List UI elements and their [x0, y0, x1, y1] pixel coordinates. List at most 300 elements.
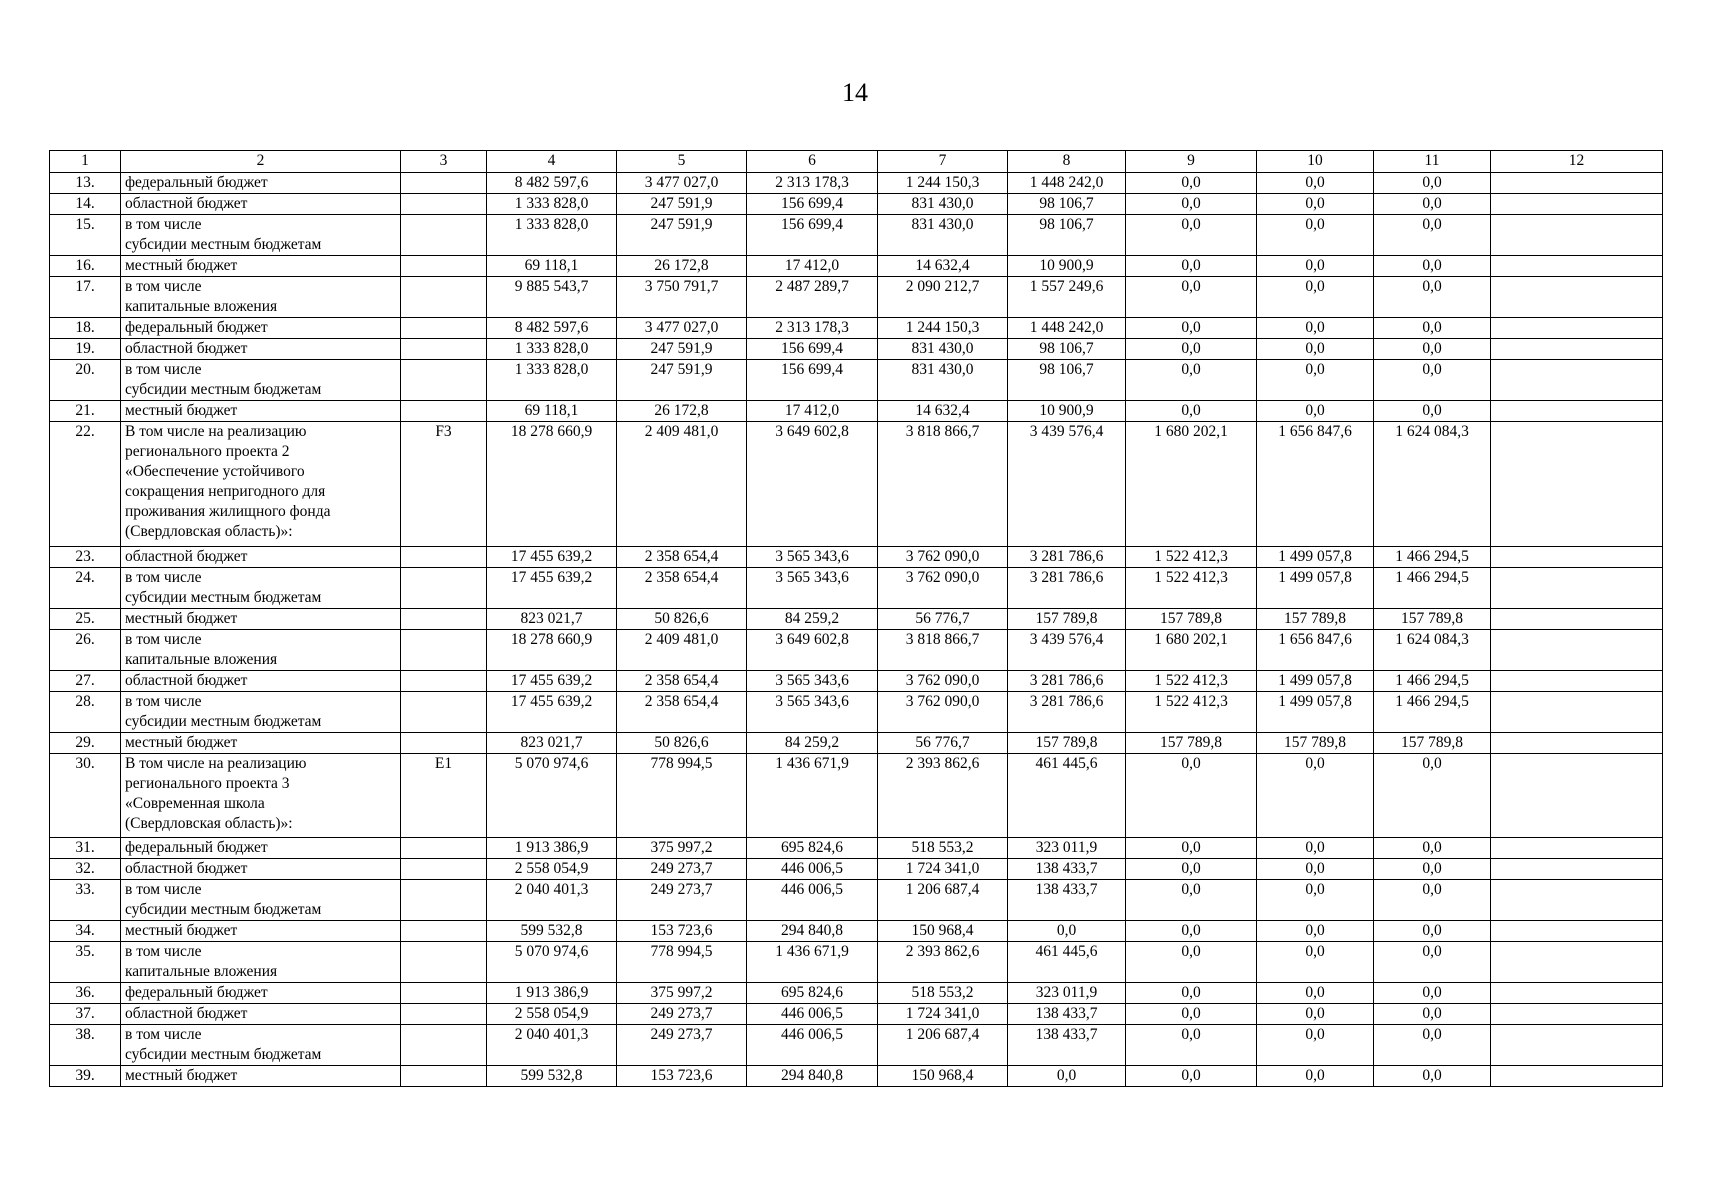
row-number-cell: 28.	[50, 692, 121, 733]
value-cell: 8 482 597,6	[487, 318, 617, 339]
row-number-cell: 20.	[50, 360, 121, 401]
empty-cell	[1491, 1004, 1663, 1025]
row-number-cell: 34.	[50, 921, 121, 942]
row-name-cell: областной бюджет	[121, 339, 401, 360]
value-cell: 3 762 090,0	[878, 671, 1008, 692]
value-cell: 3 762 090,0	[878, 547, 1008, 568]
table-row	[50, 880, 1663, 921]
value-cell: 10 900,9	[1008, 256, 1126, 277]
row-code-cell	[401, 339, 487, 360]
column-header: 6	[747, 151, 878, 173]
value-cell: 1 448 242,0	[1008, 173, 1126, 194]
value-cell: 3 439 576,4	[1008, 422, 1126, 547]
value-cell: 1 522 412,3	[1126, 568, 1257, 609]
row-code-cell	[401, 1025, 487, 1066]
value-cell: 10 900,9	[1008, 401, 1126, 422]
value-cell: 831 430,0	[878, 360, 1008, 401]
value-cell: 249 273,7	[617, 1025, 747, 1066]
row-number-cell: 21.	[50, 401, 121, 422]
value-cell: 1 499 057,8	[1257, 671, 1374, 692]
value-cell: 0,0	[1257, 1066, 1374, 1087]
row-number-cell: 23.	[50, 547, 121, 568]
value-cell: 247 591,9	[617, 194, 747, 215]
row-number-cell: 24.	[50, 568, 121, 609]
empty-cell	[1491, 194, 1663, 215]
row-number-cell: 38.	[50, 1025, 121, 1066]
value-cell: 138 433,7	[1008, 859, 1126, 880]
value-cell: 157 789,8	[1374, 609, 1491, 630]
empty-cell	[1491, 921, 1663, 942]
value-cell: 1 448 242,0	[1008, 318, 1126, 339]
value-cell: 157 789,8	[1374, 733, 1491, 754]
table-row	[50, 754, 1663, 838]
value-cell: 778 994,5	[617, 942, 747, 983]
table-row	[50, 318, 1663, 339]
column-header: 12	[1491, 151, 1663, 173]
header-row	[50, 151, 1663, 173]
value-cell: 0,0	[1257, 859, 1374, 880]
row-code-cell	[401, 1004, 487, 1025]
page-number: 14	[842, 78, 868, 107]
value-cell: 8 482 597,6	[487, 173, 617, 194]
value-cell: 1 466 294,5	[1374, 692, 1491, 733]
value-cell: 599 532,8	[487, 1066, 617, 1087]
value-cell: 18 278 660,9	[487, 422, 617, 547]
row-code-cell	[401, 733, 487, 754]
column-header: 10	[1257, 151, 1374, 173]
table-row	[50, 671, 1663, 692]
value-cell: 0,0	[1126, 754, 1257, 838]
value-cell: 1 724 341,0	[878, 1004, 1008, 1025]
value-cell: 157 789,8	[1008, 609, 1126, 630]
table-row	[50, 1066, 1663, 1087]
row-code-cell	[401, 318, 487, 339]
value-cell: 0,0	[1374, 1004, 1491, 1025]
value-cell: 3 477 027,0	[617, 318, 747, 339]
table-row	[50, 422, 1663, 547]
value-cell: 17 455 639,2	[487, 692, 617, 733]
value-cell: 0,0	[1008, 1066, 1126, 1087]
value-cell: 323 011,9	[1008, 983, 1126, 1004]
value-cell: 3 649 602,8	[747, 630, 878, 671]
value-cell: 69 118,1	[487, 401, 617, 422]
table-row	[50, 215, 1663, 256]
row-code-cell	[401, 256, 487, 277]
value-cell: 0,0	[1126, 318, 1257, 339]
column-header: 8	[1008, 151, 1126, 173]
value-cell: 2 409 481,0	[617, 422, 747, 547]
value-cell: 1 522 412,3	[1126, 671, 1257, 692]
row-code-cell	[401, 609, 487, 630]
value-cell: 0,0	[1126, 921, 1257, 942]
value-cell: 138 433,7	[1008, 1025, 1126, 1066]
value-cell: 26 172,8	[617, 256, 747, 277]
row-name-cell: в том числе субсидии местным бюджетам	[121, 360, 401, 401]
value-cell: 3 565 343,6	[747, 547, 878, 568]
value-cell: 2 040 401,3	[487, 880, 617, 921]
value-cell: 599 532,8	[487, 921, 617, 942]
value-cell: 294 840,8	[747, 921, 878, 942]
value-cell: 0,0	[1126, 880, 1257, 921]
row-name-cell: в том числе субсидии местным бюджетам	[121, 692, 401, 733]
value-cell: 3 281 786,6	[1008, 547, 1126, 568]
row-name-cell: областной бюджет	[121, 859, 401, 880]
value-cell: 17 455 639,2	[487, 547, 617, 568]
value-cell: 375 997,2	[617, 983, 747, 1004]
value-cell: 18 278 660,9	[487, 630, 617, 671]
row-code-cell	[401, 630, 487, 671]
value-cell: 1 624 084,3	[1374, 422, 1491, 547]
value-cell: 1 656 847,6	[1257, 630, 1374, 671]
table-row	[50, 1004, 1663, 1025]
row-name-cell: В том числе на реализацию регионального проекта 2 «Обеспечение устойчивого сокращения непригодного для проживания жилищного фонда (Свердловская область)»:	[121, 422, 401, 547]
value-cell: 2 487 289,7	[747, 277, 878, 318]
value-cell: 0,0	[1126, 401, 1257, 422]
value-cell: 5 070 974,6	[487, 942, 617, 983]
row-name-cell: областной бюджет	[121, 194, 401, 215]
value-cell: 150 968,4	[878, 1066, 1008, 1087]
value-cell: 1 499 057,8	[1257, 547, 1374, 568]
value-cell: 1 333 828,0	[487, 194, 617, 215]
value-cell: 0,0	[1126, 1025, 1257, 1066]
value-cell: 446 006,5	[747, 859, 878, 880]
value-cell: 0,0	[1126, 859, 1257, 880]
value-cell: 0,0	[1257, 360, 1374, 401]
value-cell: 3 818 866,7	[878, 422, 1008, 547]
value-cell: 50 826,6	[617, 733, 747, 754]
value-cell: 3 762 090,0	[878, 692, 1008, 733]
value-cell: 0,0	[1126, 1066, 1257, 1087]
value-cell: 518 553,2	[878, 838, 1008, 859]
row-number-cell: 37.	[50, 1004, 121, 1025]
value-cell: 0,0	[1374, 215, 1491, 256]
value-cell: 1 913 386,9	[487, 838, 617, 859]
row-code-cell	[401, 173, 487, 194]
value-cell: 0,0	[1126, 1004, 1257, 1025]
row-number-cell: 32.	[50, 859, 121, 880]
table-row	[50, 277, 1663, 318]
value-cell: 0,0	[1126, 215, 1257, 256]
table-row	[50, 733, 1663, 754]
value-cell: 1 436 671,9	[747, 942, 878, 983]
empty-cell	[1491, 630, 1663, 671]
value-cell: 3 477 027,0	[617, 173, 747, 194]
value-cell: 69 118,1	[487, 256, 617, 277]
row-name-cell: областной бюджет	[121, 1004, 401, 1025]
row-number-cell: 22.	[50, 422, 121, 547]
value-cell: 1 333 828,0	[487, 360, 617, 401]
value-cell: 150 968,4	[878, 921, 1008, 942]
value-cell: 695 824,6	[747, 983, 878, 1004]
row-name-cell: местный бюджет	[121, 921, 401, 942]
column-header: 11	[1374, 151, 1491, 173]
empty-cell	[1491, 1066, 1663, 1087]
value-cell: 1 656 847,6	[1257, 422, 1374, 547]
row-name-cell: в том числе капитальные вложения	[121, 277, 401, 318]
value-cell: 3 818 866,7	[878, 630, 1008, 671]
empty-cell	[1491, 754, 1663, 838]
value-cell: 249 273,7	[617, 859, 747, 880]
value-cell: 778 994,5	[617, 754, 747, 838]
value-cell: 0,0	[1257, 173, 1374, 194]
empty-cell	[1491, 983, 1663, 1004]
value-cell: 2 358 654,4	[617, 547, 747, 568]
value-cell: 84 259,2	[747, 609, 878, 630]
value-cell: 0,0	[1374, 194, 1491, 215]
empty-cell	[1491, 547, 1663, 568]
table-row	[50, 983, 1663, 1004]
value-cell: 1 557 249,6	[1008, 277, 1126, 318]
empty-cell	[1491, 880, 1663, 921]
row-number-cell: 17.	[50, 277, 121, 318]
table-row	[50, 859, 1663, 880]
value-cell: 0,0	[1126, 838, 1257, 859]
table-row	[50, 401, 1663, 422]
value-cell: 0,0	[1374, 277, 1491, 318]
value-cell: 1 522 412,3	[1126, 547, 1257, 568]
value-cell: 2 558 054,9	[487, 1004, 617, 1025]
value-cell: 98 106,7	[1008, 194, 1126, 215]
row-code-cell: E1	[401, 754, 487, 838]
column-header: 2	[121, 151, 401, 173]
value-cell: 0,0	[1126, 256, 1257, 277]
column-header: 7	[878, 151, 1008, 173]
table-row	[50, 630, 1663, 671]
value-cell: 0,0	[1257, 401, 1374, 422]
row-number-cell: 13.	[50, 173, 121, 194]
row-number-cell: 15.	[50, 215, 121, 256]
value-cell: 2 409 481,0	[617, 630, 747, 671]
row-name-cell: федеральный бюджет	[121, 173, 401, 194]
row-code-cell	[401, 880, 487, 921]
value-cell: 153 723,6	[617, 1066, 747, 1087]
value-cell: 0,0	[1374, 983, 1491, 1004]
empty-cell	[1491, 859, 1663, 880]
value-cell: 14 632,4	[878, 256, 1008, 277]
value-cell: 1 206 687,4	[878, 1025, 1008, 1066]
row-code-cell	[401, 547, 487, 568]
value-cell: 157 789,8	[1126, 733, 1257, 754]
value-cell: 0,0	[1257, 277, 1374, 318]
row-code-cell	[401, 671, 487, 692]
value-cell: 446 006,5	[747, 880, 878, 921]
value-cell: 823 021,7	[487, 733, 617, 754]
row-name-cell: местный бюджет	[121, 1066, 401, 1087]
budget-table	[49, 150, 1663, 1087]
row-code-cell	[401, 838, 487, 859]
value-cell: 1 333 828,0	[487, 215, 617, 256]
value-cell: 17 455 639,2	[487, 671, 617, 692]
empty-cell	[1491, 838, 1663, 859]
value-cell: 1 624 084,3	[1374, 630, 1491, 671]
table-row	[50, 360, 1663, 401]
value-cell: 249 273,7	[617, 880, 747, 921]
value-cell: 0,0	[1374, 339, 1491, 360]
row-number-cell: 36.	[50, 983, 121, 1004]
value-cell: 249 273,7	[617, 1004, 747, 1025]
value-cell: 1 499 057,8	[1257, 692, 1374, 733]
value-cell: 0,0	[1126, 942, 1257, 983]
value-cell: 518 553,2	[878, 983, 1008, 1004]
value-cell: 0,0	[1257, 983, 1374, 1004]
row-code-cell	[401, 1066, 487, 1087]
value-cell: 2 313 178,3	[747, 318, 878, 339]
row-code-cell	[401, 568, 487, 609]
value-cell: 156 699,4	[747, 215, 878, 256]
row-name-cell: федеральный бюджет	[121, 838, 401, 859]
row-number-cell: 19.	[50, 339, 121, 360]
value-cell: 2 393 862,6	[878, 942, 1008, 983]
value-cell: 1 913 386,9	[487, 983, 617, 1004]
row-code-cell	[401, 859, 487, 880]
value-cell: 0,0	[1257, 194, 1374, 215]
row-number-cell: 18.	[50, 318, 121, 339]
table-row	[50, 339, 1663, 360]
value-cell: 0,0	[1257, 921, 1374, 942]
value-cell: 831 430,0	[878, 194, 1008, 215]
value-cell: 0,0	[1374, 859, 1491, 880]
value-cell: 156 699,4	[747, 339, 878, 360]
value-cell: 446 006,5	[747, 1004, 878, 1025]
value-cell: 2 090 212,7	[878, 277, 1008, 318]
value-cell: 446 006,5	[747, 1025, 878, 1066]
row-name-cell: местный бюджет	[121, 401, 401, 422]
column-header: 3	[401, 151, 487, 173]
empty-cell	[1491, 422, 1663, 547]
value-cell: 2 358 654,4	[617, 671, 747, 692]
row-number-cell: 33.	[50, 880, 121, 921]
value-cell: 0,0	[1257, 1004, 1374, 1025]
value-cell: 156 699,4	[747, 360, 878, 401]
row-code-cell	[401, 942, 487, 983]
value-cell: 157 789,8	[1257, 609, 1374, 630]
row-code-cell	[401, 215, 487, 256]
value-cell: 157 789,8	[1008, 733, 1126, 754]
column-header: 1	[50, 151, 121, 173]
value-cell: 98 106,7	[1008, 360, 1126, 401]
value-cell: 138 433,7	[1008, 880, 1126, 921]
table-row	[50, 256, 1663, 277]
value-cell: 3 281 786,6	[1008, 568, 1126, 609]
value-cell: 0,0	[1257, 1025, 1374, 1066]
row-number-cell: 29.	[50, 733, 121, 754]
value-cell: 0,0	[1257, 256, 1374, 277]
table-body	[50, 173, 1663, 1087]
value-cell: 0,0	[1374, 360, 1491, 401]
column-header: 5	[617, 151, 747, 173]
value-cell: 17 455 639,2	[487, 568, 617, 609]
value-cell: 14 632,4	[878, 401, 1008, 422]
row-name-cell: областной бюджет	[121, 671, 401, 692]
value-cell: 153 723,6	[617, 921, 747, 942]
value-cell: 3 281 786,6	[1008, 671, 1126, 692]
value-cell: 0,0	[1374, 1025, 1491, 1066]
row-code-cell	[401, 360, 487, 401]
row-number-cell: 39.	[50, 1066, 121, 1087]
value-cell: 2 393 862,6	[878, 754, 1008, 838]
value-cell: 0,0	[1374, 318, 1491, 339]
row-number-cell: 26.	[50, 630, 121, 671]
row-name-cell: областной бюджет	[121, 547, 401, 568]
value-cell: 0,0	[1257, 880, 1374, 921]
row-name-cell: в том числе капитальные вложения	[121, 942, 401, 983]
row-code-cell	[401, 401, 487, 422]
value-cell: 0,0	[1126, 983, 1257, 1004]
value-cell: 1 466 294,5	[1374, 671, 1491, 692]
value-cell: 0,0	[1374, 1066, 1491, 1087]
row-number-cell: 16.	[50, 256, 121, 277]
value-cell: 0,0	[1374, 173, 1491, 194]
value-cell: 2 040 401,3	[487, 1025, 617, 1066]
empty-cell	[1491, 692, 1663, 733]
value-cell: 157 789,8	[1126, 609, 1257, 630]
table-row	[50, 609, 1663, 630]
table-header	[50, 151, 1663, 173]
row-name-cell: В том числе на реализацию регионального проекта 3 «Современная школа (Свердловская область)»:	[121, 754, 401, 838]
value-cell: 0,0	[1126, 173, 1257, 194]
row-code-cell	[401, 692, 487, 733]
value-cell: 2 358 654,4	[617, 568, 747, 609]
value-cell: 461 445,6	[1008, 942, 1126, 983]
value-cell: 0,0	[1257, 318, 1374, 339]
row-code-cell: F3	[401, 422, 487, 547]
column-header: 4	[487, 151, 617, 173]
value-cell: 0,0	[1126, 277, 1257, 318]
table-row	[50, 838, 1663, 859]
empty-cell	[1491, 609, 1663, 630]
value-cell: 0,0	[1257, 838, 1374, 859]
value-cell: 831 430,0	[878, 215, 1008, 256]
row-code-cell	[401, 277, 487, 318]
row-number-cell: 30.	[50, 754, 121, 838]
empty-cell	[1491, 568, 1663, 609]
empty-cell	[1491, 215, 1663, 256]
value-cell: 138 433,7	[1008, 1004, 1126, 1025]
row-number-cell: 14.	[50, 194, 121, 215]
empty-cell	[1491, 173, 1663, 194]
empty-cell	[1491, 318, 1663, 339]
value-cell: 823 021,7	[487, 609, 617, 630]
value-cell: 0,0	[1126, 339, 1257, 360]
row-name-cell: в том числе субсидии местным бюджетам	[121, 215, 401, 256]
row-name-cell: в том числе капитальные вложения	[121, 630, 401, 671]
value-cell: 831 430,0	[878, 339, 1008, 360]
value-cell: 2 358 654,4	[617, 692, 747, 733]
value-cell: 3 649 602,8	[747, 422, 878, 547]
empty-cell	[1491, 942, 1663, 983]
value-cell: 56 776,7	[878, 733, 1008, 754]
value-cell: 3 762 090,0	[878, 568, 1008, 609]
value-cell: 84 259,2	[747, 733, 878, 754]
value-cell: 157 789,8	[1257, 733, 1374, 754]
row-number-cell: 35.	[50, 942, 121, 983]
value-cell: 3 565 343,6	[747, 671, 878, 692]
value-cell: 0,0	[1257, 339, 1374, 360]
row-code-cell	[401, 921, 487, 942]
value-cell: 375 997,2	[617, 838, 747, 859]
value-cell: 3 565 343,6	[747, 568, 878, 609]
empty-cell	[1491, 401, 1663, 422]
value-cell: 0,0	[1126, 360, 1257, 401]
empty-cell	[1491, 671, 1663, 692]
value-cell: 461 445,6	[1008, 754, 1126, 838]
value-cell: 98 106,7	[1008, 215, 1126, 256]
table-row	[50, 194, 1663, 215]
value-cell: 0,0	[1374, 401, 1491, 422]
value-cell: 1 724 341,0	[878, 859, 1008, 880]
value-cell: 0,0	[1257, 942, 1374, 983]
value-cell: 247 591,9	[617, 339, 747, 360]
